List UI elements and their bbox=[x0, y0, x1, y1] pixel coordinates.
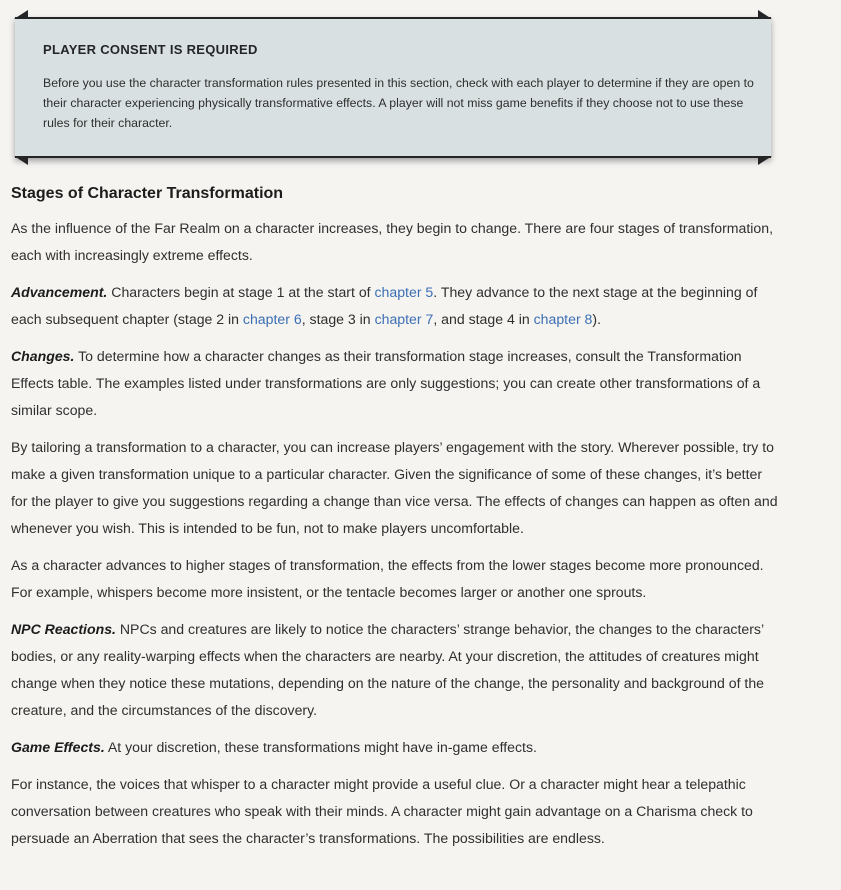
advancement-text-2: . They advance to the next stage at the beginning of each subsequent chapter (stage 2 in bbox=[11, 284, 758, 327]
npc-reactions-lead: NPC Reactions. bbox=[11, 621, 116, 637]
advancement-text-1: Characters begin at stage 1 at the start of bbox=[107, 284, 375, 300]
callout-title: PLAYER CONSENT IS REQUIRED bbox=[43, 42, 258, 57]
callout-corner-top-right bbox=[758, 10, 772, 19]
changes-lead: Changes. bbox=[11, 348, 75, 364]
changes-text: To determine how a character changes as their transformation stage increases, consult the Transformation Effects table. The examples listed under transformations are only suggestions; you can create other transformations of a similar scope. bbox=[11, 348, 761, 418]
npc-reactions-paragraph bbox=[11, 616, 781, 724]
advancement-paragraph bbox=[11, 279, 781, 333]
callout-corner-top-left bbox=[14, 10, 28, 19]
chapter-6-link[interactable]: chapter 6 bbox=[242, 311, 302, 327]
section-heading: Stages of Character Transformation bbox=[11, 185, 284, 202]
chapter-5-link[interactable]: chapter 5 bbox=[374, 284, 434, 300]
advancing-paragraph: As a character advances to higher stages of transformation, the effects from the lower stages become more pronounced. For example, whispers become more insistent, or the tentacle becomes larger or another one sprouts. bbox=[11, 557, 764, 600]
chapter-7-link[interactable]: chapter 7 bbox=[374, 311, 434, 327]
callout-body: Before you use the character transformation rules presented in this section, check with each player to determine if they are open to their character experiencing physically transformative effects. A player will not miss game benefits if they choose not to use these rules for their character. bbox=[43, 76, 754, 130]
game-effects-text: At your discretion, these transformations might have in-game effects. bbox=[104, 739, 537, 755]
callout-corner-bottom-left bbox=[14, 156, 28, 165]
game-effects-paragraph bbox=[11, 734, 781, 761]
intro-paragraph: As the influence of the Far Realm on a character increases, they begin to change. There are four stages of transformation, each with increasingly extreme effects. bbox=[11, 220, 774, 263]
changes-paragraph bbox=[11, 343, 781, 424]
section-content bbox=[11, 181, 781, 862]
advancement-text-3: , stage 3 in bbox=[301, 311, 375, 327]
tailoring-paragraph: By tailoring a transformation to a character, you can increase players’ engagement with the story. Wherever possible, try to make a given transformation unique to a particular character. Given the significance of some of these changes, it’s better for the player to give you suggestions regarding a change than vice versa. The effects of changes can happen as often and whenever you wish. This is intended to be fun, not to make players uncomfortable. bbox=[11, 439, 778, 536]
callout-corner-bottom-right bbox=[758, 156, 772, 165]
advancement-lead: Advancement. bbox=[11, 284, 108, 300]
advancement-text-5: ). bbox=[592, 311, 601, 327]
game-effects-lead: Game Effects. bbox=[11, 739, 105, 755]
chapter-8-link[interactable]: chapter 8 bbox=[533, 311, 593, 327]
player-consent-callout bbox=[15, 17, 771, 158]
instance-paragraph: For instance, the voices that whisper to a character might provide a useful clue. Or a character might hear a telepathic conversation between creatures who speak with their minds. A character might gain advantage on a Charisma check to persuade an Aberration that sees the character’s transformations. The possibilities are endless. bbox=[11, 776, 753, 846]
advancement-text-4: , and stage 4 in bbox=[433, 311, 534, 327]
npc-reactions-text: NPCs and creatures are likely to notice the characters’ strange behavior, the changes to the characters’ bodies, or any reality-warping effects when the characters are nearby. At your discretion, the attitudes of creatures might change when they notice these mutations, depending on the nature of the change, the personality and background of the creature, and the circumstances of the discovery. bbox=[11, 621, 764, 718]
